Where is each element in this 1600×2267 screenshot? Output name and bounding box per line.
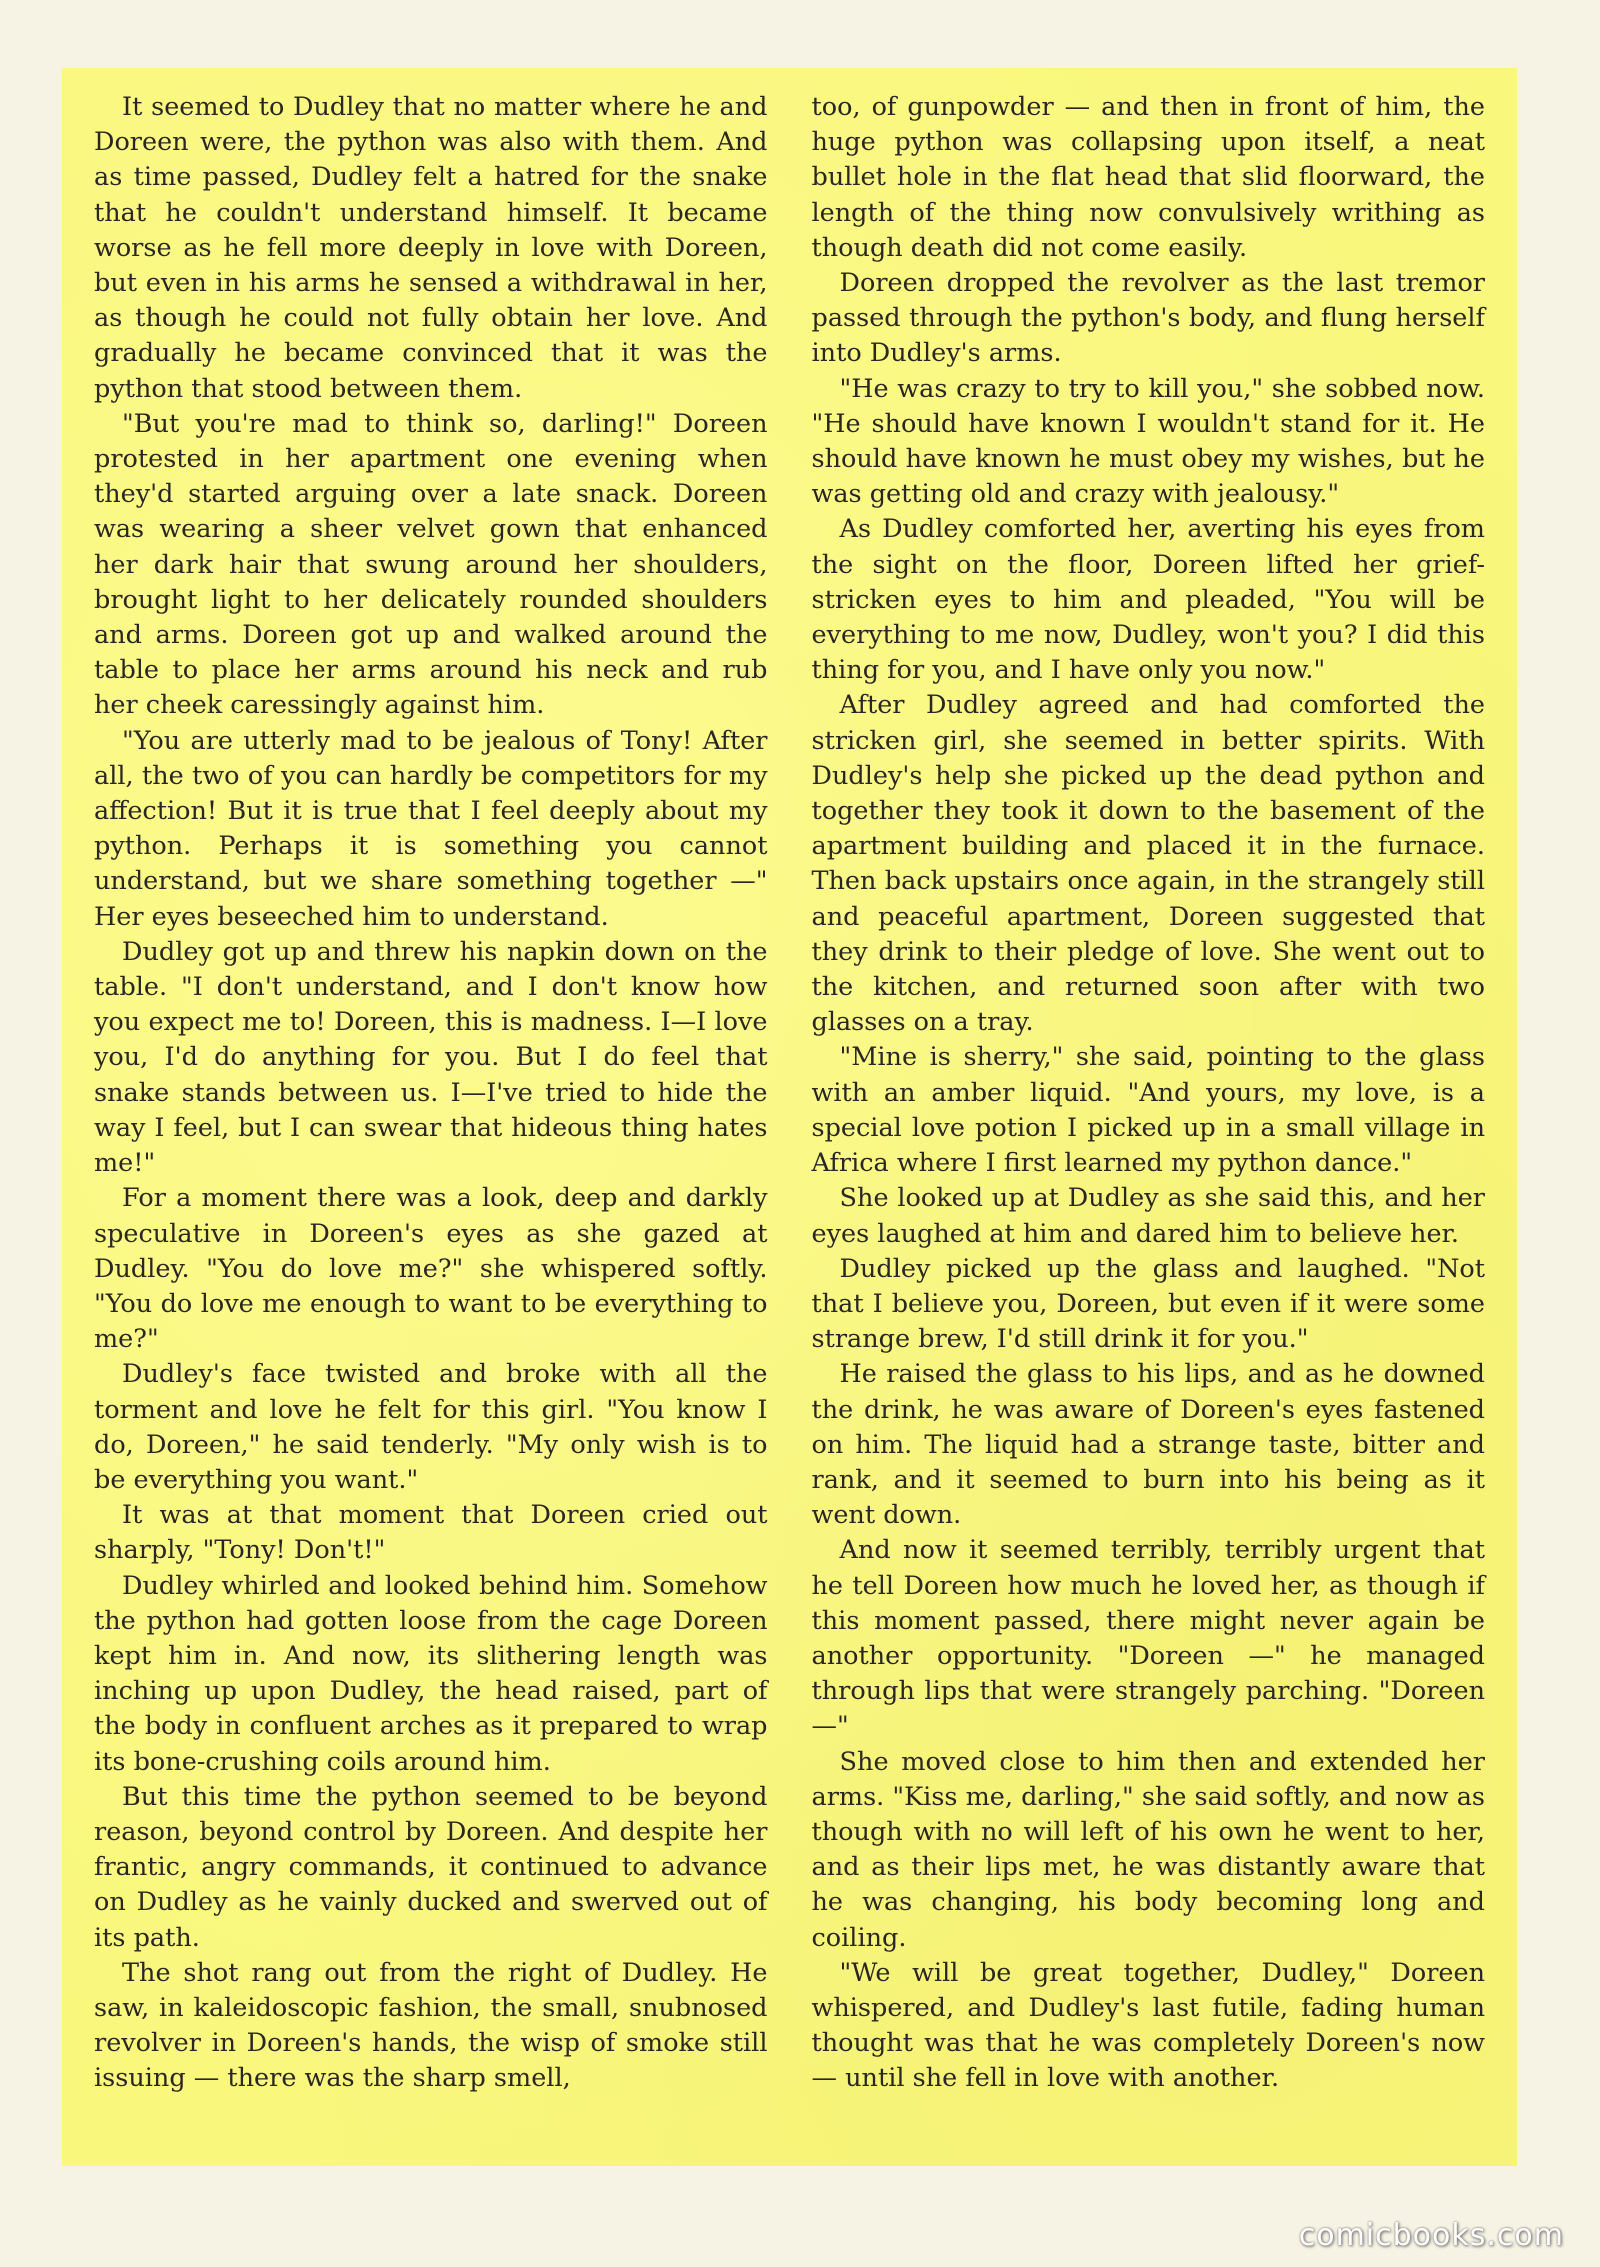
- paragraph: Dudley's face twisted and broke with all the torment and love he felt for this girl. "You know I do, Doreen," he said tenderly. "My only wish is to be everything you want.": [94, 1359, 768, 1495]
- paragraph: "He was crazy to try to kill you," she sobbed now. "He should have known I wouldn't stand for it. He should have known he must obey my wishes, but he was getting old and crazy with jealousy.": [811, 373, 1485, 510]
- paragraph: The shot rang out from the right of Dudley. He saw, in kaleidoscopic fashion, the small, snubnosed revolver in Doreen's hands, the wisp of smoke still issuing — there was the sharp smell,: [94, 1957, 768, 2094]
- paragraph: "We will be great together, Dudley," Doreen whispered, and Dudley's last futile, fading human thought was that he was completely Doreen's now — until she fell in love with another.: [811, 1957, 1485, 2094]
- paragraph: Dudley got up and threw his napkin down on the table. "I don't understand, and I don't know how you expect me to! Doreen, this is madness. I—I love you, I'd do anything for you. But I do feel that snake stands between us. I—I've tried to hide the way I feel, but I can swear that hideous thing hates me!": [94, 936, 768, 1179]
- paragraph: "Mine is sherry," she said, pointing to the glass with an amber liquid. "And yours, my love, is a special love potion I picked up in a small village in Africa where I first learned my python dance.": [811, 1042, 1485, 1179]
- paragraph: But this time the python seemed to be beyond reason, beyond control by Doreen. And despite her frantic, angry commands, it continued to advance on Dudley as he vainly ducked and swerved out of its path.: [94, 1781, 768, 1953]
- paragraph: She looked up at Dudley as she said this, and her eyes laughed at him and dared him to believe her.: [811, 1183, 1485, 1249]
- paragraph: "You are utterly mad to be jealous of Tony! After all, the two of you can hardly be competitors for my affection! But it is true that I feel deeply about my python. Perhaps it is something you cannot understand, but we share something together —" Her eyes beseeched him to understand.: [94, 725, 768, 932]
- paragraph: Dudley whirled and looked behind him. Somehow the python had gotten loose from the cage Doreen kept him in. And now, its slithering length was inching up upon Dudley, the head raised, part of the body in confluent arches as it prepared to wrap its bone-crushing coils around him.: [94, 1570, 768, 1777]
- paragraph: too, of gunpowder — and then in front of him, the huge python was collapsing upon itself, a neat bullet hole in the flat head that slid floorward, the length of the thing now convulsively writhing as though death did not come easily.: [811, 92, 1485, 263]
- paragraph: "But you're mad to think so, darling!" Doreen protested in her apartment one evening when they'd started arguing over a late snack. Doreen was wearing a sheer velvet gown that enhanced her dark hair that swung around her shoulders, brought light to her delicately rounded shoulders and arms. Doreen got up and walked around the table to place her arms around his neck and rub her cheek caressingly against him.: [94, 408, 768, 721]
- paragraph: And now it seemed terribly, terribly urgent that he tell Doreen how much he loved her, as though if this moment passed, there might never again be another opportunity. "Doreen —" he managed through lips that were strangely parching. "Doreen —": [811, 1535, 1485, 1742]
- paragraph: After Dudley agreed and had comforted the stricken girl, she seemed in better spirits. With Dudley's help she picked up the dead python and together they took it down to the basement of the apartment building and placed it in the furnace. Then back upstairs once again, in the strangely still and peaceful apartment, Doreen suggested that they drink to their pledge of love. She went out to the kitchen, and returned soon after with two glasses on a tray.: [811, 690, 1485, 1038]
- paragraph: It was at that moment that Doreen cried out sharply, "Tony! Don't!": [94, 1500, 768, 1566]
- paragraph: He raised the glass to his lips, and as he downed the drink, he was aware of Doreen's eyes fastened on him. The liquid had a strange taste, bitter and rank, and it seemed to burn into his being as it went down.: [811, 1359, 1485, 1531]
- watermark: comicbooks.com: [1298, 2218, 1564, 2253]
- right-column: [812, 90, 1486, 2166]
- paragraph: She moved close to him then and extended her arms. "Kiss me, darling," she said softly, and now as though with no will left of his own he went to her, and as their lips met, he was distantly aware that he was changing, his body becoming long and coiling.: [811, 1746, 1485, 1953]
- paragraph: Dudley picked up the glass and laughed. "Not that I believe you, Doreen, but even if it were some strange brew, I'd still drink it for you.": [811, 1253, 1485, 1355]
- paragraph: It seemed to Dudley that no matter where he and Doreen were, the python was also with them. And as time passed, Dudley felt a hatred for the snake that he couldn't understand himself. It became worse as he fell more deeply in love with Doreen, but even in his arms he sensed a withdrawal in her, as though he could not fully obtain her love. And gradually he became convinced that it was the python that stood between them.: [94, 92, 768, 404]
- text-panel: [62, 68, 1517, 2166]
- paragraph: As Dudley comforted her, averting his eyes from the sight on the floor, Doreen lifted her grief-stricken eyes to him and pleaded, "You will be everything to me now, Dudley, won't you? I did this thing for you, and I have only you now.": [811, 514, 1485, 686]
- paragraph: Doreen dropped the revolver as the last tremor passed through the python's body, and flung herself into Dudley's arms.: [811, 268, 1485, 369]
- left-column: [94, 90, 768, 2166]
- paragraph: For a moment there was a look, deep and darkly speculative in Doreen's eyes as she gazed at Dudley. "You do love me?" she whispered softly. "You do love me enough to want to be everything to me?": [94, 1183, 768, 1355]
